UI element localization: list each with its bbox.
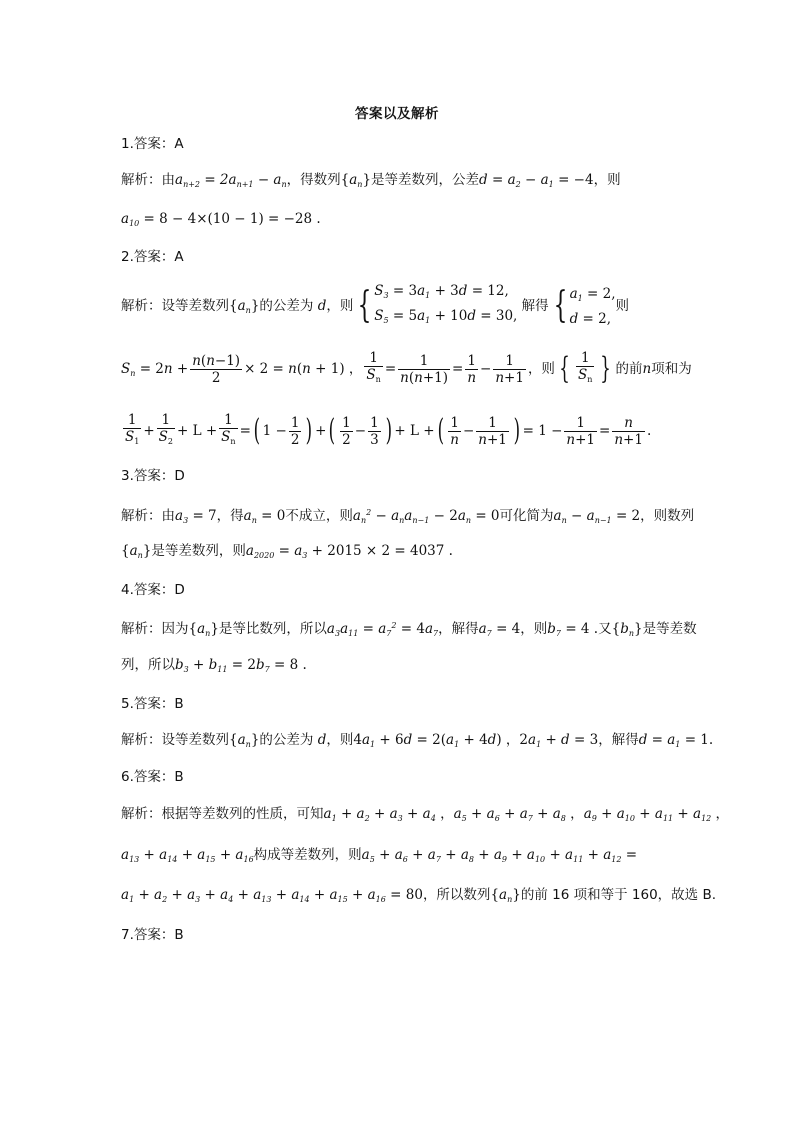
formula: $4a_1 + 6d = 2(a_1 + 4d)$ [353, 732, 502, 749]
solution-text: 解析：设等差数列 [121, 298, 229, 314]
solution-text: ，则 [527, 361, 555, 377]
solution-text: 解析：因为 [121, 621, 189, 637]
formula: $\{a_n\}$ [229, 732, 260, 749]
solution-1-line-2 [121, 209, 321, 234]
left-brace: { [559, 351, 570, 386]
solution-text: 的前 16 项和等于 160，故选 B. [520, 887, 717, 903]
fraction: $\frac{1}{S_n}$ [578, 350, 593, 384]
formula: $d = a_2 - a_1 = -4$ [479, 172, 594, 189]
solution-text: 则 [615, 298, 629, 314]
formula: $a_{2020} = a_3 + 2015 \times 2 = 4037$ . [245, 543, 453, 560]
fraction: $\frac{n(n-1)}{2}$ [192, 352, 241, 386]
solution-text: 又 [598, 621, 612, 637]
fraction: $\frac{1}{S_1}$ [125, 412, 140, 446]
formula: $2a_1 + d = 3$ [519, 732, 599, 749]
formula: $a_n = 0$ [243, 508, 286, 525]
formula: $a_9 + a_{10} + a_{11} + a_{12}$ [583, 806, 712, 823]
formula: × 2 = n(n + 1) [244, 361, 345, 377]
formula: $a_{n+2} = 2a_{n+1} - a_n$ [175, 172, 287, 189]
answer-3: 3.答案：D [121, 468, 185, 484]
fraction: $\frac{1}{n+1}$ [478, 414, 507, 448]
answer-6: 6.答案：B [121, 769, 184, 785]
formula: $S_n = 2n$ + [121, 361, 189, 378]
solution-text: 的公差为 [259, 298, 314, 314]
formula: $a_n^2 - a_na_{n-1} - 2a_n = 0$ [352, 508, 500, 525]
fraction: $\frac{1}{3}$ [370, 414, 379, 448]
formula: $\{a_n\}$ [229, 298, 260, 315]
left-brace: { [357, 285, 372, 326]
solution-text: ，所以数列 [422, 887, 491, 903]
formula: $\{a_n\}$ [121, 543, 152, 560]
solution-3-line-2 [121, 541, 453, 566]
formula: $a_1 + a_2 + a_3 + a_4 + a_{13} + a_{14} + a_{15} + a_{16} = 80$ [121, 887, 423, 904]
answer-7: 7.答案：B [121, 927, 184, 943]
solution-text: ，得数列 [286, 172, 341, 188]
formula: = 8 − 4×(10 − 1) = −28 . [143, 211, 321, 227]
formula: $a_n - a_{n-1} = 2$ [553, 508, 641, 525]
solution-text: 列，所以 [121, 657, 175, 673]
equation-system: $S_3 = 3a_1 + 3d = 12$, $S_5 = 5a_1 + 10d = 30$, [374, 283, 518, 325]
solution-text: 解析：根据等差数列的性质，可知 [121, 806, 324, 822]
answer-1: 1.答案：A [121, 136, 184, 152]
solution-text: ，解得 [438, 621, 479, 637]
solution-4-line-2 [121, 655, 307, 680]
solution-text: ，解得 [598, 732, 639, 748]
paren: ) [306, 413, 313, 448]
solution-text: ，则数列 [640, 508, 695, 524]
formula: $b_7 = 4$ . [547, 621, 599, 638]
solution-3-line-1 [121, 503, 694, 531]
answer-2: 2.答案：A [121, 249, 184, 265]
solution-text: 是等差数列，则 [151, 543, 246, 559]
right-brace: } [600, 351, 612, 386]
fraction: $\frac{1}{n}$ [450, 414, 459, 448]
paren: ) [385, 413, 392, 448]
solution-text: 不成立，则 [285, 508, 353, 524]
solution-5-line-1: 解析：设等差数列$\{a_n\}$的公差为 d，则$4a_1 + 6d = 2(a_1 + 4d)$ ，$2a_1 + d = 3$，解得$d = a_1 = 1$. [121, 732, 714, 749]
solution-4-line-1 [121, 616, 697, 644]
formula: n [642, 361, 652, 377]
solution-2-line-2: $S_n = 2n$ + $\frac{n(n-1)}{2}$ × 2 = n(n + 1) ， $\frac{1}{S_n}$ = $\frac{1}{n(n+1)}$ = $\frac{1}{n}$ − $\frac{1}{n+1}$ ，则 { $\frac{1}{S_n}$ } 的前n项和为 [121, 350, 692, 386]
formula: $a_3 = 7$ [175, 508, 217, 525]
fraction: $\frac{1}{n+1}$ [495, 352, 524, 386]
solution-text: ，则 [593, 172, 621, 188]
formula: $a_7 = 4$ [478, 621, 521, 638]
formula: $a_3a_{11} = a_7^2 = 4a_7$ [326, 621, 439, 638]
paren: ) [513, 413, 520, 448]
formula: d [317, 298, 327, 314]
formula: $a_{10}$ [121, 211, 140, 228]
solution-1-line-1 [121, 170, 621, 195]
formula: $\{b_n\}$ [611, 621, 643, 638]
solution-2-line-3: $\frac{1}{S_1}$ + $\frac{1}{S_2}$ + L + $\frac{1}{S_n}$ =( 1 − $\frac{1}{2}$ ) +( $\frac{1}{2}$ − $\frac{1}{3}$ ) + L +( $\frac{1}{n}$ − $\frac{1}{n+1}$ ) = 1 − $\frac{1}{n+1}$ = $\frac{n}{n+1}$ . [125, 412, 652, 448]
fraction: $\frac{1}{S_n}$ [366, 350, 381, 384]
solution-text: 项和为 [651, 361, 692, 377]
solution-6-line-2 [121, 845, 637, 870]
formula: $\{a_n\}$ [188, 621, 219, 638]
fraction: $\frac{1}{2}$ [290, 414, 300, 448]
solution-text: 是等比数列，所以 [218, 621, 327, 637]
solution-text: 解得 [521, 298, 549, 314]
fraction: $\frac{1}{S_2}$ [158, 412, 173, 446]
solution-6-line-1: 解析：根据等差数列的性质，可知$a_1 + a_2 + a_3 + a_4$ ，$a_5 + a_6 + a_7 + a_8$ ，$a_9 + a_{10} + a_{11} + a_{12}$ ， [121, 806, 730, 823]
answer-4: 4.答案：D [121, 582, 185, 598]
formula: $b_3 + b_{11} = 2b_7 = 8$ . [175, 657, 307, 674]
left-brace: { [553, 285, 567, 326]
solution-text: 解析：由 [121, 508, 175, 524]
fraction: $\frac{1}{2}$ [342, 414, 351, 448]
answer-5: 5.答案：B [121, 696, 184, 712]
solution-text: 构成等差数列，则 [253, 847, 362, 863]
solution-2-line-1 [121, 281, 629, 331]
solution-text: 的公差为 [259, 732, 314, 748]
solution-text: 是等差数 [642, 621, 697, 637]
paren: ( [329, 413, 336, 448]
formula: $\{a_n\}$ [340, 172, 372, 189]
equation-system: $a_1 = 2$, d = 2, [569, 285, 616, 327]
formula: $d = a_1 = 1$. [638, 732, 714, 749]
formula: $a_{13} + a_{14} + a_{15} + a_{16}$ [121, 847, 254, 864]
solution-text: 的前 [615, 361, 643, 377]
solution-text: 解析：由 [121, 172, 175, 188]
solution-text: ，则 [326, 298, 354, 314]
paren: ( [253, 413, 260, 448]
solution-text: 是等差数列，公差 [371, 172, 480, 188]
fraction: $\frac{1}{n}$ [467, 352, 477, 386]
fraction: $\frac{n}{n+1}$ [614, 414, 643, 448]
formula: $\{a_n\}$ [490, 887, 521, 904]
paren: ( [437, 413, 444, 448]
formula: $a_5 + a_6 + a_7 + a_8$ [453, 806, 566, 823]
formula: $a_1 + a_2 + a_3 + a_4$ [323, 806, 436, 823]
fraction: $\frac{1}{S_n}$ [221, 412, 236, 446]
solution-6-line-3 [121, 885, 716, 910]
solution-text: ，则 [520, 621, 548, 637]
solution-text: ，则 [326, 732, 354, 748]
fraction: $\frac{1}{n(n+1)}$ [400, 352, 448, 386]
solution-text: 可化简为 [499, 508, 554, 524]
formula: $a_5 + a_6 + a_7 + a_8 + a_9 + a_{10} + a_{11} + a_{12}$ = [361, 847, 638, 864]
formula: d [317, 732, 327, 748]
fraction: $\frac{1}{n+1}$ [566, 414, 596, 448]
page-title: 答案以及解析 [355, 106, 439, 122]
solution-text: ，得 [216, 508, 244, 524]
solution-text: 解析：设等差数列 [121, 732, 229, 748]
